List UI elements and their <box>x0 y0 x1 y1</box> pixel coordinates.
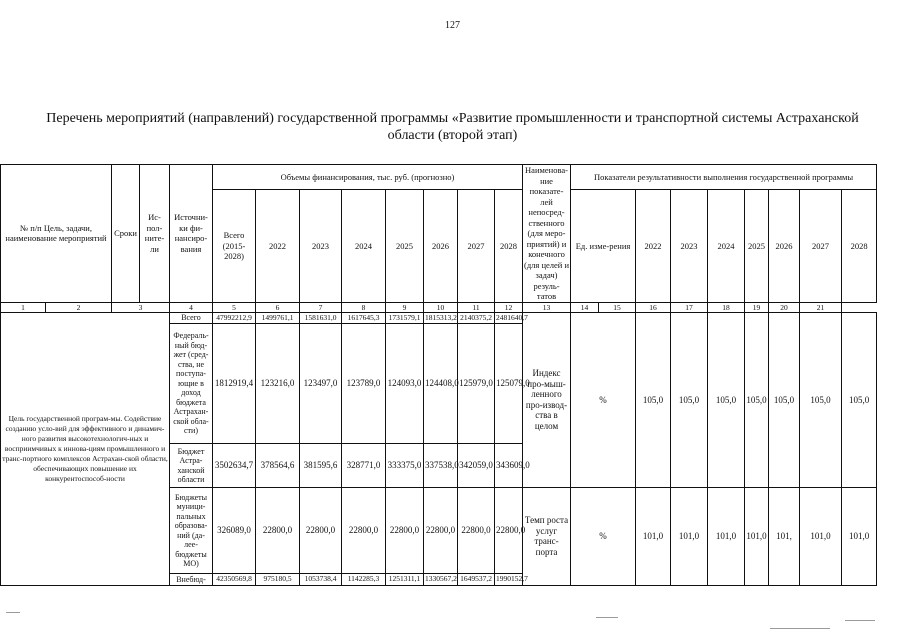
header-ind-year: 2022 <box>636 190 671 302</box>
column-number: 10 <box>424 302 458 312</box>
value-cell: 2481640,7 <box>496 312 528 322</box>
header-total: Всего (2015-2028) <box>213 190 256 302</box>
header-ind-year: 2024 <box>708 190 745 302</box>
value-cell: 125079,0 <box>495 324 523 444</box>
value-cell: 1815313,2 <box>425 312 457 322</box>
header-executors: Ис-пол-ните-ли <box>140 165 170 303</box>
value-cell: 343609,0 <box>495 444 523 488</box>
source-total: Всего <box>170 312 213 324</box>
measures-table <box>0 164 877 586</box>
column-number: 4 <box>170 302 213 312</box>
indicator-name: Индекс про-мыш-ленного про-извод-ства в целом <box>523 312 571 488</box>
scan-noise <box>845 620 875 621</box>
value-cell: 342059,0 <box>458 444 495 488</box>
source-extrabudget: Внебюд- <box>170 574 213 586</box>
indicator-name: Темп роста услуг транс-порта <box>523 488 571 586</box>
indicator-value: 105,0 <box>745 312 769 488</box>
column-number: 7 <box>300 302 342 312</box>
value-cell: 124408,0 <box>424 324 458 444</box>
value-cell: 1990152,7 <box>496 574 528 583</box>
column-number: 18 <box>708 302 745 312</box>
indicator-value: 101,0 <box>800 488 842 586</box>
value-cell: 328771,0 <box>342 444 386 488</box>
value-cell: 1649537,2 <box>458 574 495 586</box>
header-ind-year: 2028 <box>842 190 877 302</box>
source-municipal: Бюджеты муници-пальных образова-ний (да-лее-бюджеты МО) <box>170 488 213 574</box>
header-fin-year: 2024 <box>342 190 386 302</box>
column-number: 14 <box>571 302 599 312</box>
value-cell: 125979,0 <box>458 324 495 444</box>
value-cell: 123497,0 <box>300 324 342 444</box>
value-cell: 326089,0 <box>213 488 256 574</box>
column-number: 8 <box>342 302 386 312</box>
indicator-value: 105,0 <box>671 312 708 488</box>
value-cell: 47992212,9 <box>213 312 256 324</box>
header-ind-year: 2027 <box>800 190 842 302</box>
scan-noise <box>596 617 618 618</box>
header-fin-year: 2022 <box>256 190 300 302</box>
column-number: 5 <box>213 302 256 312</box>
value-cell: 123789,0 <box>342 324 386 444</box>
column-number: 12 <box>495 302 523 312</box>
header-n-goal: № п/п Цель, задачи, наименование мероприятий <box>1 165 112 303</box>
header-financing: Объемы финансирования, тыс. руб. (прогнозно) <box>213 165 523 190</box>
header-indicators: Показатели результативности выполнения государственной программы <box>571 165 877 190</box>
indicator-value: 101,0 <box>745 488 769 586</box>
column-number: 17 <box>671 302 708 312</box>
column-number: 6 <box>256 302 300 312</box>
value-cell: 1617645,3 <box>342 312 386 324</box>
header-ind-year: 2025 <box>745 190 769 302</box>
value-cell: 2140375,2 <box>458 312 495 324</box>
indicator-unit: % <box>571 312 636 488</box>
column-number: 19 <box>745 302 769 312</box>
value-cell: 42350569,8 <box>213 574 256 586</box>
column-number: 1 <box>1 302 46 312</box>
indicator-value: 105,0 <box>842 312 877 488</box>
value-cell: 1330567,2 <box>425 574 457 583</box>
value-cell: 1812919,4 <box>213 324 256 444</box>
indicator-value: 101,0 <box>636 488 671 586</box>
value-cell: 381595,6 <box>300 444 342 488</box>
column-number: 21 <box>800 302 842 312</box>
indicator-value: 105,0 <box>636 312 671 488</box>
page-title: Перечень мероприятий (направлений) государственной программы «Развитие промышленности и транспортной системы Астраханской области (второй этап) <box>46 111 859 143</box>
source-federal: Федераль-ный бюд-жет (сред-ства, не поступа-ющие в доход бюджета Астрахан-ской обла-сти) <box>170 324 213 444</box>
value-cell: 1731579,1 <box>386 312 424 324</box>
header-ind-year: 2026 <box>769 190 800 302</box>
value-cell: 1499761,1 <box>256 312 300 324</box>
header-indicator-name: Наименова-ние показате-лей непосред-ственного (для меро-приятий) и конечного (для целей и задач) резуль-татов <box>524 165 570 301</box>
indicator-value: 101,0 <box>671 488 708 586</box>
value-cell: 1142285,3 <box>342 574 386 586</box>
column-number: 9 <box>386 302 424 312</box>
value-cell: 1053738,4 <box>300 574 342 586</box>
indicator-value: 101,0 <box>842 488 877 586</box>
indicator-value: 101, <box>769 488 800 586</box>
header-fin-year: 2027 <box>458 190 495 302</box>
header-fin-year: 2026 <box>424 190 458 302</box>
indicator-unit: % <box>571 488 636 586</box>
value-cell: 22800,0 <box>300 488 342 574</box>
value-cell: 22800,0 <box>256 488 300 574</box>
value-cell: 22800,0 <box>458 488 495 574</box>
column-number: 3 <box>112 302 170 312</box>
indicator-value: 101,0 <box>708 488 745 586</box>
column-number: 13 <box>523 302 571 312</box>
page-number: 127 <box>445 20 460 31</box>
column-number: 2 <box>46 302 112 312</box>
header-fin-year: 2028 <box>495 190 523 302</box>
value-cell: 22800,0 <box>386 488 424 574</box>
value-cell: 1251311,1 <box>386 574 424 586</box>
value-cell: 975180,5 <box>256 574 300 586</box>
value-cell: 124093,0 <box>386 324 424 444</box>
column-number: 20 <box>769 302 800 312</box>
header-terms: Сроки <box>112 165 140 303</box>
value-cell: 3502634,7 <box>213 444 256 488</box>
value-cell: 1581631,0 <box>300 312 342 324</box>
column-number: 15 <box>599 302 636 312</box>
value-cell: 378564,6 <box>256 444 300 488</box>
indicator-value: 105,0 <box>800 312 842 488</box>
column-number: 11 <box>458 302 495 312</box>
value-cell: 337538,0 <box>424 444 458 488</box>
value-cell: 22800,0 <box>424 488 458 574</box>
column-number: 16 <box>636 302 671 312</box>
goal-description: Цель государственной програм-мы. Содействие созданию усло-вий для эффективного и динамич-ного развития высокотехнологич-ных и восприимчивых к иннова-циям промышленного и транс-портного комплексов Астрахан-ской области, обеспечивающих повышение их конкурентоспособ-ности <box>1 312 170 585</box>
header-unit: Ед. изме-рения <box>571 190 636 302</box>
value-cell: 333375,0 <box>386 444 424 488</box>
indicator-value: 105,0 <box>708 312 745 488</box>
indicator-value: 105,0 <box>769 312 800 488</box>
value-cell: 22800,0 <box>342 488 386 574</box>
source-regional: Бюджет Астра-ханской области <box>170 444 213 488</box>
header-ind-year: 2023 <box>671 190 708 302</box>
scan-noise <box>6 612 20 613</box>
value-cell: 22800,0 <box>495 488 523 574</box>
header-fin-year: 2023 <box>300 190 342 302</box>
value-cell: 123216,0 <box>256 324 300 444</box>
header-fin-year: 2025 <box>386 190 424 302</box>
scan-noise <box>770 628 830 629</box>
header-sources: Источни-ки фи-нансиро-вания <box>170 165 213 303</box>
